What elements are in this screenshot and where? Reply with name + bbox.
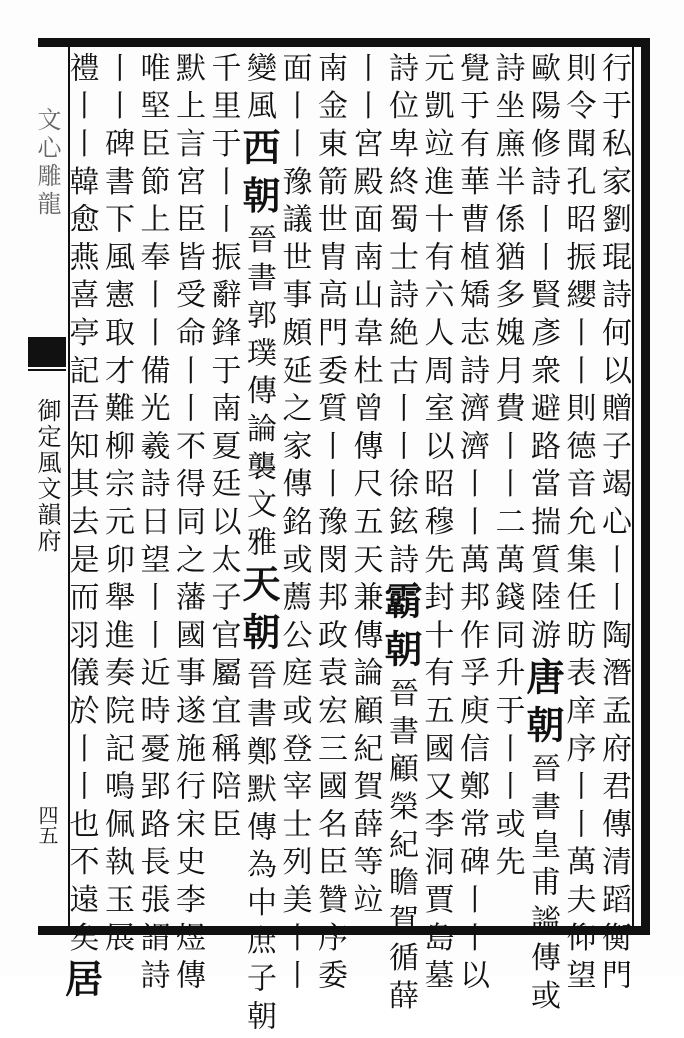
text-run: 兼傳論顧紀賀薛等竝 — [347, 581, 383, 922]
text-run: 同升于丨丨或先 — [489, 619, 525, 884]
text-run: 默上言宮臣皆受命丨丨不得同之藩國事遂施行宋史李煜傳 — [170, 52, 205, 997]
text-run: 行于私家劉琨詩何以贈子竭心丨丨陶潛孟府君傳清蹈衡門 — [596, 52, 631, 997]
text-column — [58, 52, 104, 1008]
text-run: 晉書郭璞傳論襲文雅 — [241, 223, 276, 564]
text-run: 禮丨丨韓愈燕喜亭記吾知其去是而羽儀於丨丨也不遠矣 — [63, 52, 99, 960]
text-run: 丨丨碑書下風憲取才難柳宗元卯舉進奏院記鳴佩執玉展 — [99, 52, 134, 960]
text-run: 晉書皇甫謐傳或 — [525, 752, 560, 1018]
text-column — [204, 52, 240, 922]
text-column — [417, 52, 454, 997]
text-run: 廷以太子官屬宜稱陪臣 — [205, 467, 241, 846]
text-run: 詩坐㢘半係猶多媿月費丨丨二萬錢 — [489, 52, 525, 619]
text-run: 元凱竝進十有六人周室以昭穆先封十有五國又李洞賈島墓 — [418, 52, 454, 997]
text-column — [133, 52, 170, 997]
text-run: 千里 — [205, 52, 241, 128]
text-run: 覺于有華曹植矯志詩濟濟丨丨萬邦作孚庾信鄭常碑丨丨以 — [454, 52, 489, 997]
right-border-rule — [641, 38, 650, 935]
headword: 西朝 — [236, 127, 281, 224]
text-run: 于丨丨振辭鋒于南夏 — [205, 127, 241, 468]
text-column — [236, 52, 281, 1038]
text-column — [378, 52, 423, 1018]
text-column — [595, 52, 631, 997]
text-run: 面丨丨豫議世事頗延之家傳銘或薦公庭或登宰士列美丨丨 — [276, 52, 312, 997]
text-column — [520, 52, 565, 1018]
text-run: 則令聞孔昭振纓丨丨則德音允集任昉表庠序丨丨萬夫仰望 — [560, 52, 596, 997]
top-border-rule — [38, 38, 650, 47]
headword: 天朝 — [236, 563, 281, 660]
headword: 霸朝 — [378, 581, 423, 678]
text-column — [559, 52, 596, 997]
text-run: 南金東箭世胄高門委質丨丨豫閔邦政袁宏三國名臣贊序委 — [312, 52, 347, 997]
margin-top-fragment: 文心雕龍 — [33, 107, 61, 219]
text-column — [311, 52, 347, 997]
headword: 唐朝 — [520, 656, 565, 753]
text-run: 晉書鄭默傳為中庶子朝 — [241, 659, 276, 1038]
right-inner-rule — [632, 47, 634, 926]
text-column — [453, 52, 489, 997]
headword: 居 — [58, 959, 104, 1008]
text-column — [488, 52, 524, 922]
text-run: 晉書顧榮紀瞻賀循薛 — [383, 677, 418, 1018]
book-title: 御定風文韻府 — [33, 398, 61, 554]
text-run: 詩位卑終蜀士詩絶古丨丨徐鉉詩 — [383, 52, 418, 582]
text-run: 唯堅臣節上奉丨丨備光羲詩日望丨丨近時憂郢路長張謂詩 — [134, 52, 170, 997]
text-run: 歐陽修詩丨丨賢彥衆避路當揣質陸游 — [525, 52, 560, 657]
text-column — [346, 52, 382, 922]
text-column — [169, 52, 205, 997]
page-number: 四五 — [35, 805, 59, 845]
fish-tail-rule — [28, 369, 66, 379]
text-column — [98, 52, 134, 960]
fish-tail-mark — [28, 337, 66, 367]
fore-edge-margin — [0, 47, 66, 926]
text-run: 變風 — [241, 52, 276, 128]
text-run: 丨丨宮殿面南山韋杜曾傳尺五天 — [347, 52, 383, 582]
